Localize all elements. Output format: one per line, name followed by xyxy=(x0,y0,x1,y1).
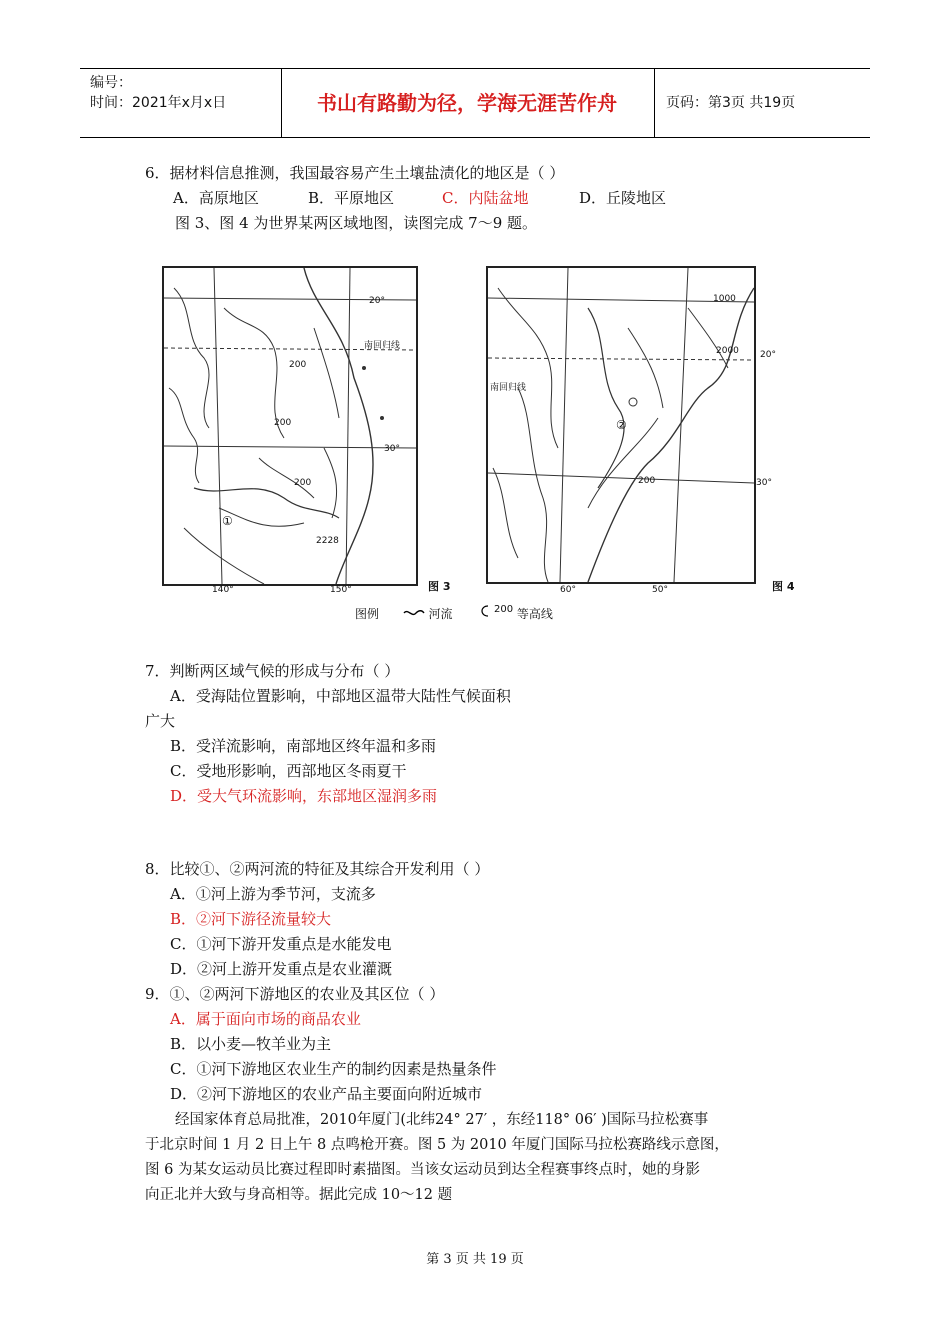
fig3-lat-30: 30° xyxy=(384,444,400,454)
q6-options xyxy=(173,187,666,208)
page-footer: 第 3 页 共 19 页 xyxy=(426,1252,524,1267)
contour-symbol-icon xyxy=(478,604,490,618)
river-symbol-icon xyxy=(403,608,425,618)
fig3-contour: 200 xyxy=(294,478,312,488)
page-header xyxy=(80,68,870,138)
q7-option-a-cont: 广大 xyxy=(145,712,176,730)
header-page-code: 页码：第3页 共19页 xyxy=(666,95,796,111)
q6-option-c: C．内陆盆地 xyxy=(442,189,529,207)
passage-line: 经国家体育总局批准，2010年厦门(北纬24° 27′ ，东经118° 06′ )国际马拉松赛事 xyxy=(175,1112,709,1128)
q8-option-c: C．①河下游开发重点是水能发电 xyxy=(170,935,392,953)
fig3-contour: 200 xyxy=(289,360,307,370)
q7-option-a: A．受海陆位置影响，中部地区温带大陆性气候面积 xyxy=(170,687,511,705)
q9-option-d: D．②河下游地区的农业产品主要面向附近城市 xyxy=(170,1085,483,1103)
map-figure-3 xyxy=(162,266,418,586)
q6-option-a: A．高原地区 xyxy=(173,189,259,207)
fig3-tropic-label: 南回归线 xyxy=(364,341,401,351)
fig3-contour: 200 xyxy=(274,418,292,428)
q7-option-c: C．受地形影响，西部地区冬雨夏干 xyxy=(170,762,407,780)
legend-river: 河流 xyxy=(428,607,453,621)
q9-option-b: B．以小麦—牧羊业为主 xyxy=(170,1035,332,1053)
legend-title: 图例 xyxy=(355,607,380,621)
fig4-tropic-label: 南回归线 xyxy=(490,383,527,393)
passage-line: 图 6 为某女运动员比赛过程即时素描图。当该女运动员到达全程赛事终点时，她的身影 xyxy=(145,1162,700,1178)
fig4-lat-30: 30° xyxy=(756,478,772,488)
q9-option-a: A．属于面向市场的商品农业 xyxy=(170,1010,361,1028)
map-figure-4 xyxy=(486,266,776,584)
q6-stem: 6．据材料信息推测，我国最容易产生土壤盐渍化的地区是（ ） xyxy=(145,164,565,182)
river-1-marker: ① xyxy=(222,514,233,528)
fig4-contour: 2000 xyxy=(716,346,739,356)
legend-contour: 等高线 xyxy=(516,607,553,621)
q8-stem: 8．比较①、②两河流的特征及其综合开发利用（ ） xyxy=(145,860,490,878)
header-meta xyxy=(80,69,280,137)
map-legend xyxy=(355,604,553,622)
fig4-contour: 200 xyxy=(638,476,656,486)
fig3-caption: 图 3 xyxy=(428,580,451,593)
fig4-lon-60: 60° xyxy=(560,585,576,595)
q8-option-a: A．①河上游为季节河，支流多 xyxy=(170,885,376,903)
header-motto: 书山有路勤为径，学海无涯苦作舟 xyxy=(317,91,617,115)
q9-stem: 9．①、②两河下游地区的农业及其区位（ ） xyxy=(145,985,445,1003)
q9-option-c: C．①河下游地区农业生产的制约因素是热量条件 xyxy=(170,1060,497,1078)
fig4-caption: 图 4 xyxy=(772,580,795,593)
doc-number: 编号： xyxy=(90,75,132,91)
fig4-contour: 1000 xyxy=(713,294,736,304)
fig4-lon-50: 50° xyxy=(652,585,668,595)
fig3-lon-140: 140° xyxy=(212,585,234,595)
legend-contour-value: 200 xyxy=(494,604,514,615)
q7-option-b: B．受洋流影响，南部地区终年温和多雨 xyxy=(170,737,437,755)
intro-7-9: 图 3、图 4 为世界某两区域地图，读图完成 7～9 题。 xyxy=(175,214,538,232)
q8-option-b: B．②河下游径流量较大 xyxy=(170,910,332,928)
passage-line: 于北京时间 1 月 2 日上午 8 点鸣枪开赛。图 5 为 2010 年厦门国际马拉松赛路线示意图， xyxy=(145,1137,729,1153)
q8-option-d: D．②河上游开发重点是农业灌溉 xyxy=(170,960,393,978)
fig3-contour: 2228 xyxy=(316,536,339,546)
q7-stem: 7．判断两区域气候的形成与分布（ ） xyxy=(145,662,400,680)
river-2-marker: ② xyxy=(616,418,627,432)
header-divider xyxy=(654,69,655,137)
passage-line: 向正北并大致与身高相等。据此完成 10～12 题 xyxy=(145,1187,453,1203)
q6-option-b: B．平原地区 xyxy=(308,189,395,207)
doc-time: 时间：2021年x月x日 xyxy=(90,95,227,111)
q6-option-d: D．丘陵地区 xyxy=(579,189,667,207)
fig4-lat-20: 20° xyxy=(760,350,776,360)
q7-option-d: D．受大气环流影响，东部地区湿润多雨 xyxy=(170,787,438,805)
fig3-lon-150: 150° xyxy=(330,585,352,595)
fig3-lat-20: 20° xyxy=(369,296,385,306)
